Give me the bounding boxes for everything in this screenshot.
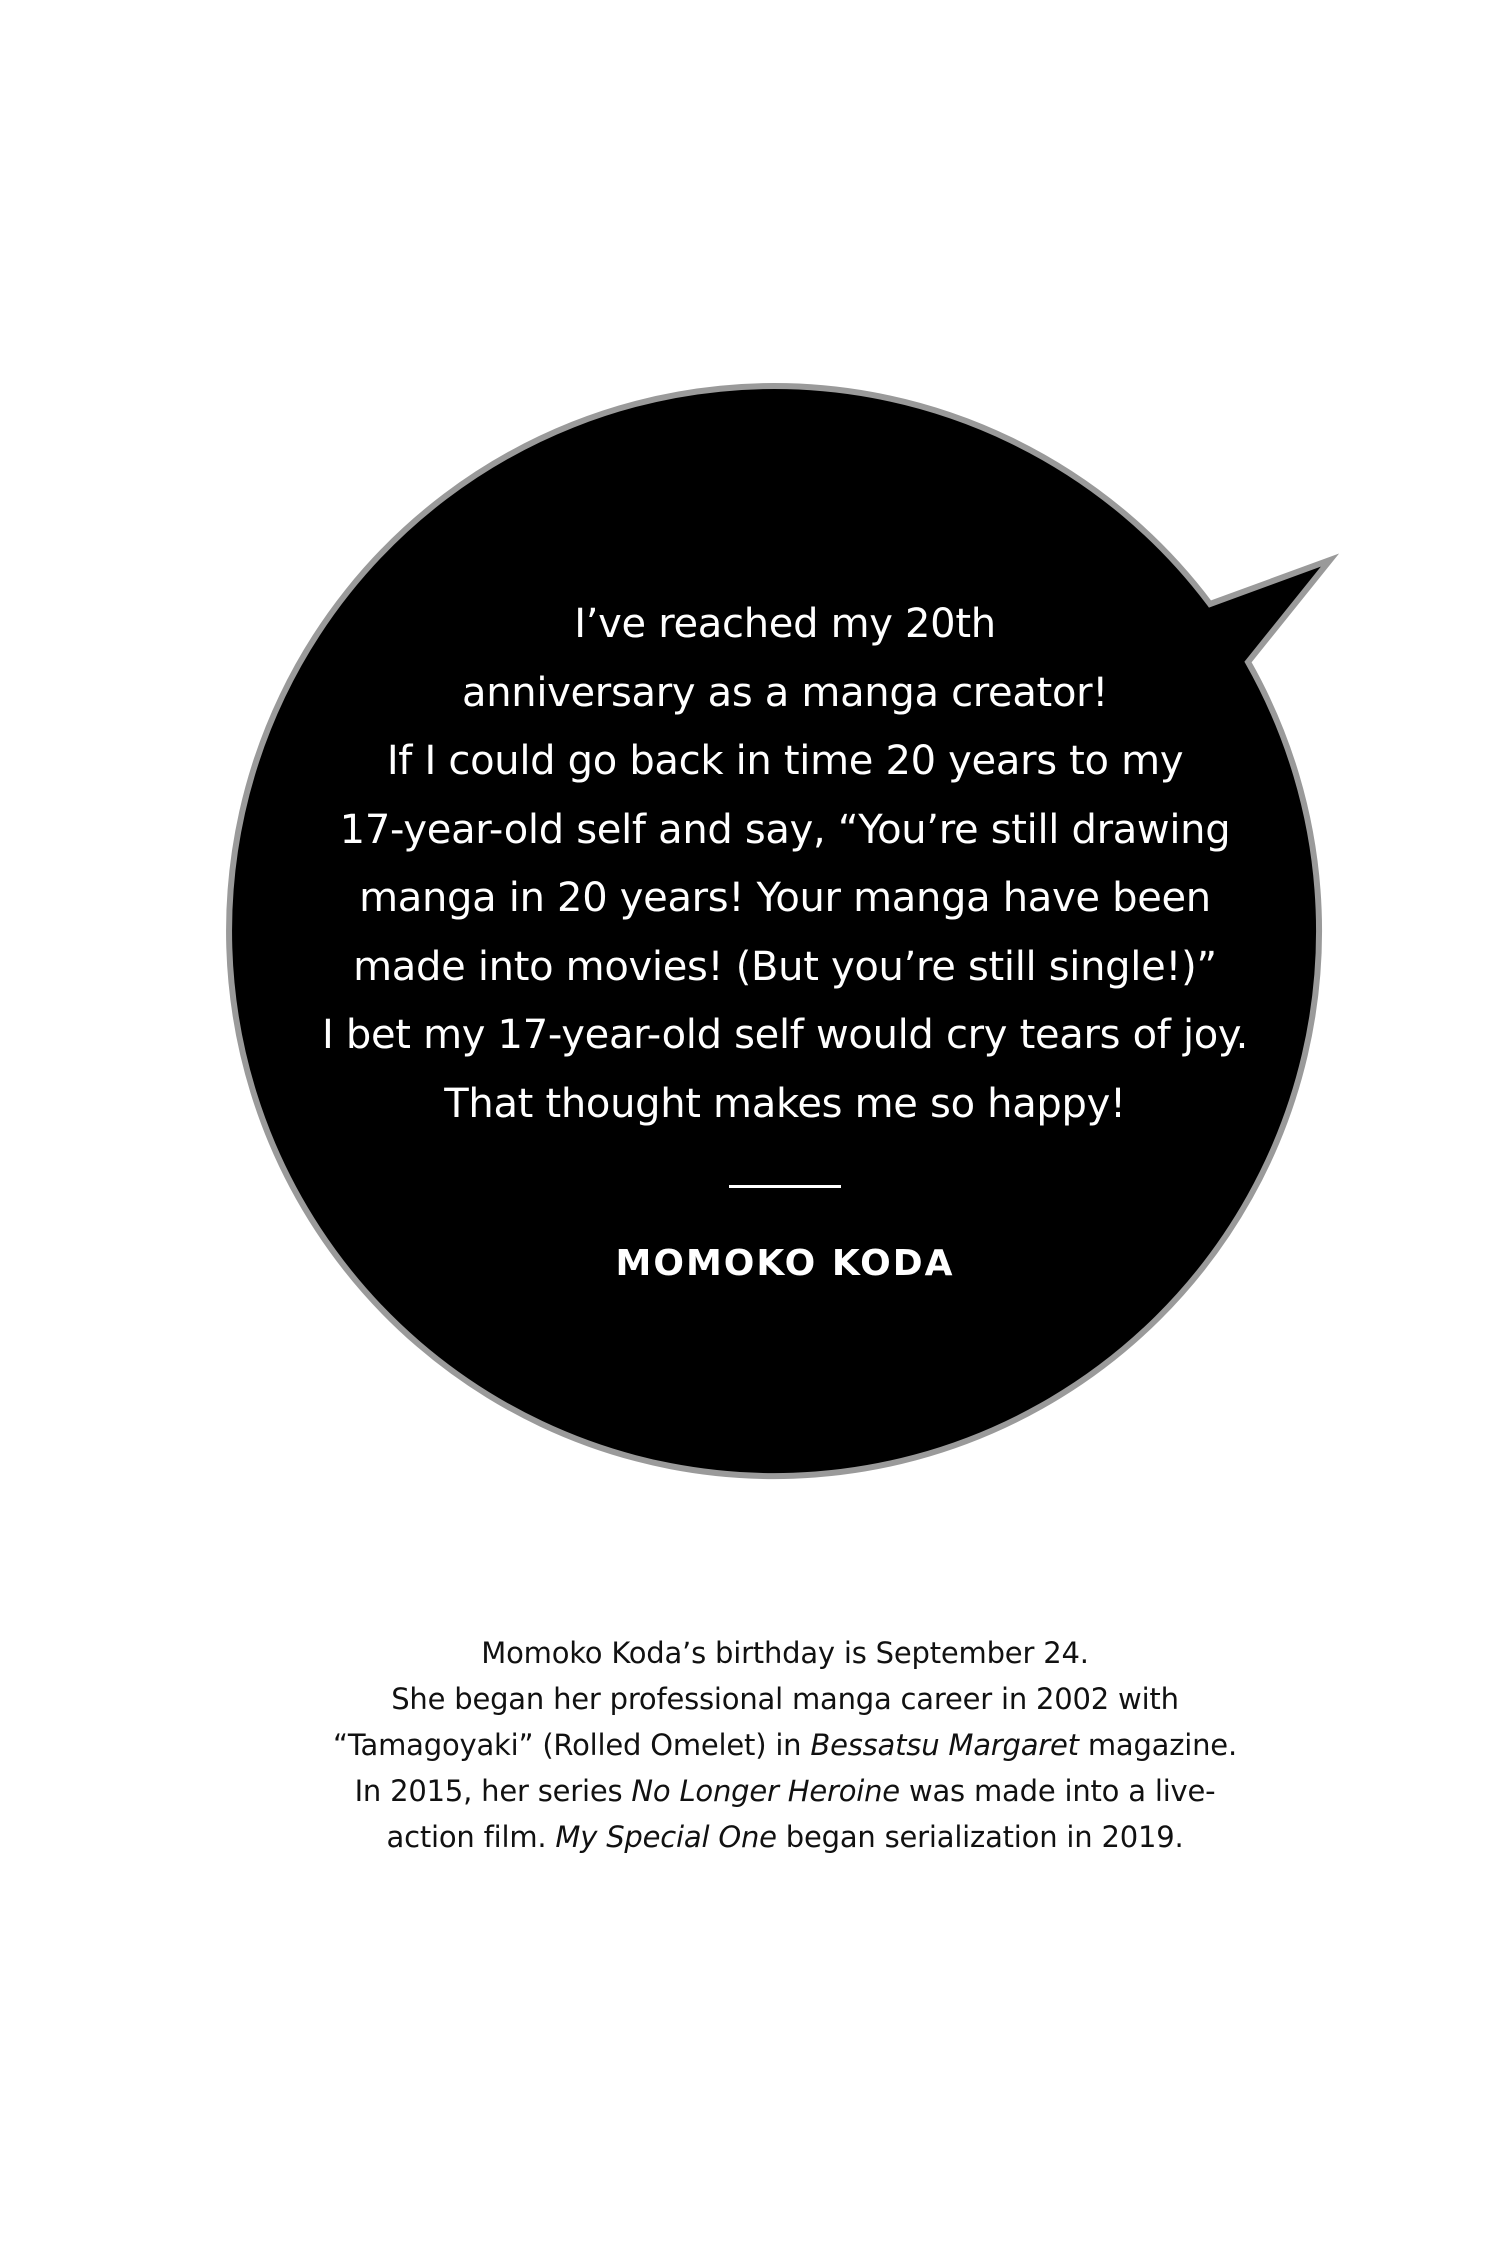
bio-line [280,1630,1290,1676]
bio-line [280,1722,1290,1768]
quote-line: 17-year-old self and say, “You’re still drawing [339,806,1231,853]
quote-line: manga in 20 years! Your manga have been [359,875,1211,921]
quote-line: If I could go back in time 20 years to my [386,738,1184,784]
quote-line: I’ve reached my 20th [574,601,996,647]
bio-line [280,1814,1290,1860]
bio-text: magazine. [1078,1728,1237,1762]
quote-line: I bet my 17-year-old self would cry tears of joy. [321,1012,1249,1058]
bio-text: In 2015, her series [354,1774,632,1808]
quote-line: anniversary as a manga creator! [462,669,1108,716]
divider [729,1185,841,1188]
quote-line: made into movies! (But you’re still single!)” [353,943,1217,990]
bio-text: She began her professional manga career in 2002 with [391,1682,1179,1716]
bio-text: Momoko Koda’s birthday is September 24. [481,1636,1089,1670]
bio-text: began serialization in 2019. [776,1820,1184,1854]
bio-text: “Tamagoyaki” (Rolled Omelet) in [333,1728,811,1762]
bio-line [280,1676,1290,1722]
bio-line [280,1768,1290,1814]
magazine-title: Bessatsu Margaret [810,1728,1079,1762]
author-name: MOMOKO KODA [615,1243,955,1284]
series-title: My Special One [555,1820,777,1854]
bio-text: action film. [386,1820,556,1854]
bio-text: was made into a live- [899,1774,1216,1808]
series-title: No Longer Heroine [631,1774,900,1808]
quote-block [290,590,1280,1284]
quote-line: That thought makes me so happy! [444,1080,1126,1127]
author-bio [280,1630,1290,1860]
